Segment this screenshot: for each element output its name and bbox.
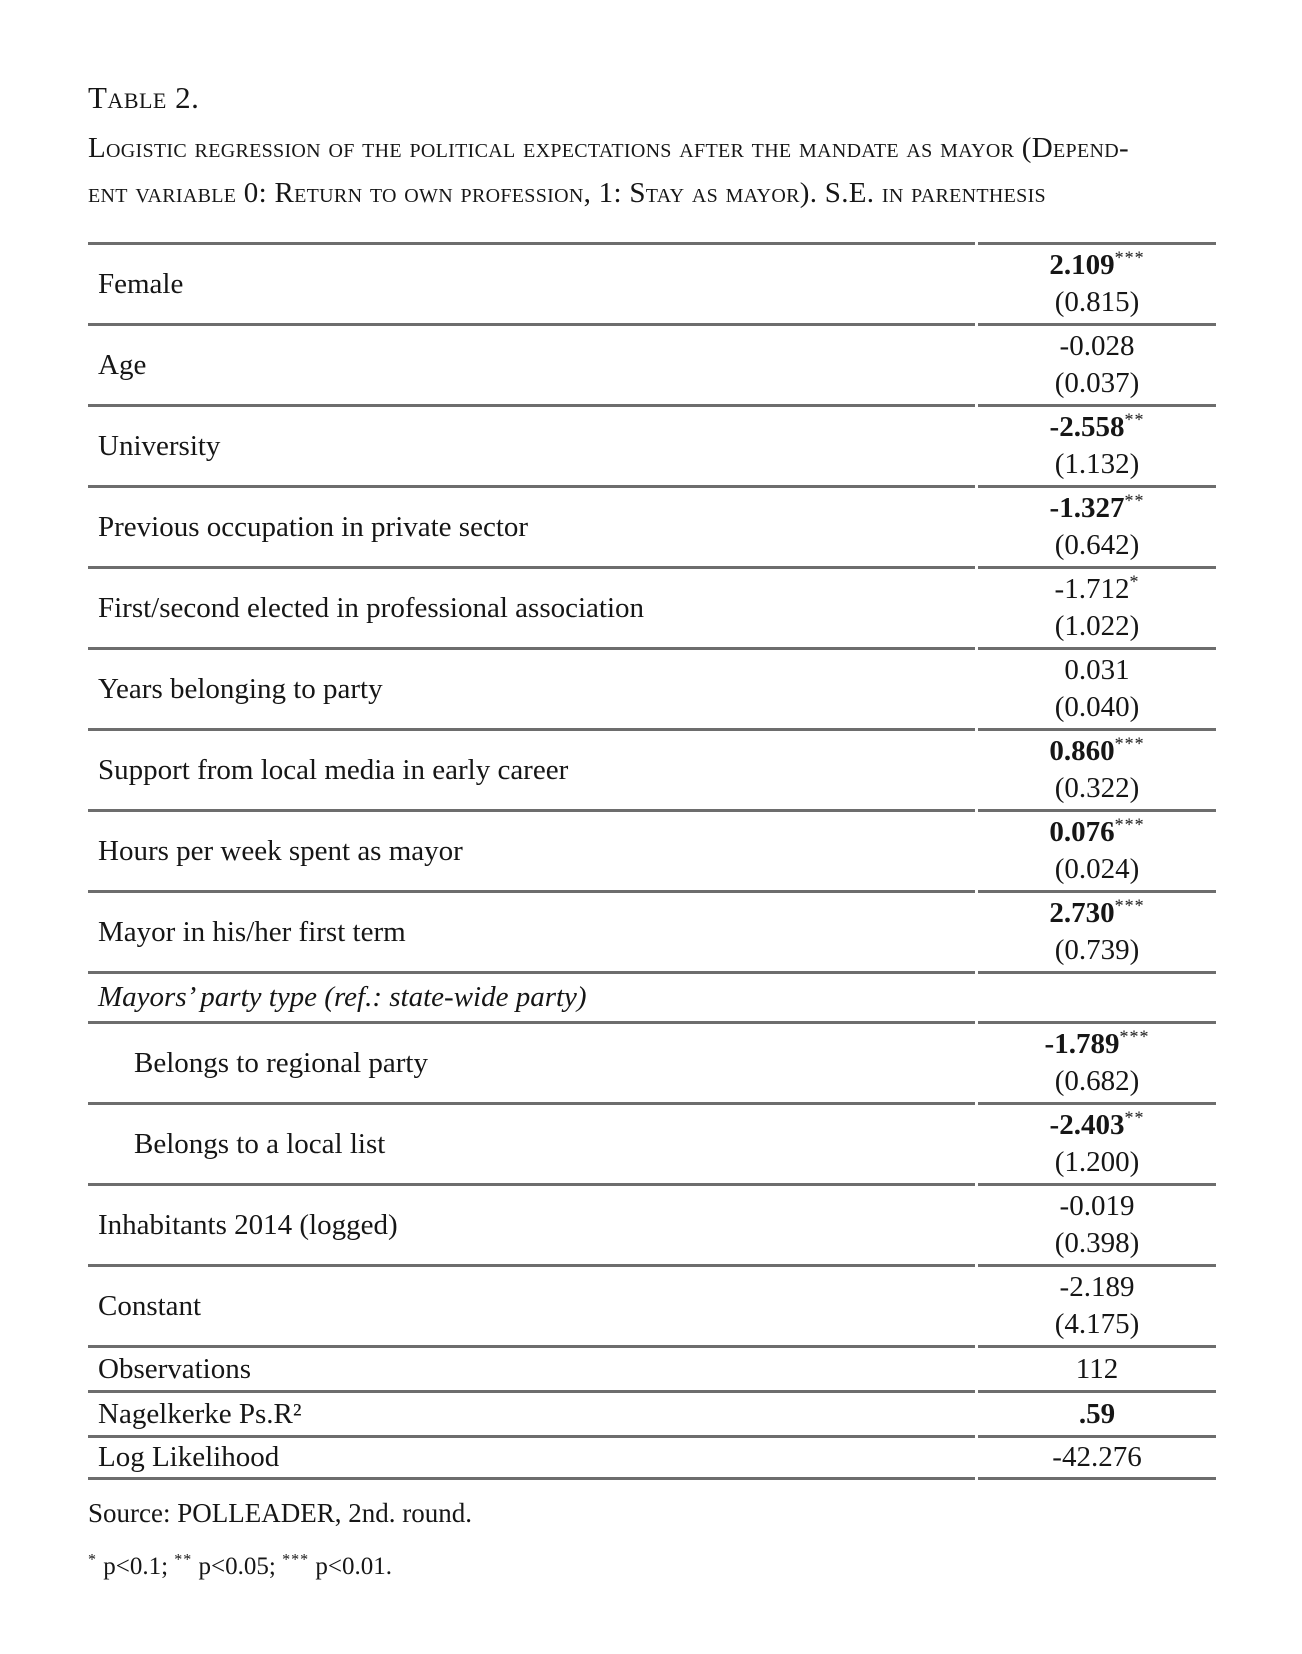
row-label: Female (88, 242, 975, 323)
significance-stars: *** (1114, 733, 1145, 754)
value-cell (978, 1102, 1216, 1183)
stat-value-cell (978, 1345, 1216, 1390)
section-header-row (88, 971, 1216, 1021)
stat-row (88, 1390, 1216, 1435)
row-label: Age (88, 323, 975, 404)
coefficient-value: 0.031 (1064, 654, 1130, 686)
regression-table (88, 242, 1216, 1480)
standard-error: (0.642) (1054, 529, 1140, 561)
significance-stars: *** (1119, 1026, 1150, 1047)
value-cell (978, 242, 1216, 323)
stat-label: Observations (88, 1345, 975, 1390)
coefficient-value: 2.730*** (1049, 895, 1145, 929)
footnote-stars: * (88, 1551, 97, 1569)
coefficient-row (88, 890, 1216, 971)
standard-error: (0.322) (1054, 772, 1140, 804)
coefficient-rows (88, 242, 1216, 1345)
coefficient-row (88, 566, 1216, 647)
row-label: University (88, 404, 975, 485)
value-cell (978, 1183, 1216, 1264)
row-label: Belongs to regional party (88, 1021, 975, 1102)
coefficient-row (88, 1102, 1216, 1183)
footnote-text: p<0.1; (97, 1553, 175, 1580)
stat-value: .59 (1078, 1397, 1116, 1430)
standard-error: (0.682) (1054, 1065, 1140, 1097)
footnote-stars: ** (174, 1551, 193, 1569)
coefficient-value: -2.403** (1049, 1107, 1145, 1141)
coefficient-value: -2.558** (1049, 409, 1145, 443)
value-cell (978, 1021, 1216, 1102)
row-label: Inhabitants 2014 (logged) (88, 1183, 975, 1264)
value-cell (978, 809, 1216, 890)
table-caption-line: Logistic regression of the political expectations after the mandate as mayor (Depend- (88, 132, 1129, 164)
coefficient-value: 2.109*** (1049, 247, 1145, 281)
standard-error: (0.815) (1054, 286, 1140, 318)
table-caption (88, 126, 1216, 216)
row-label: Constant (88, 1264, 975, 1345)
standard-error: (1.022) (1054, 610, 1140, 642)
stat-row (88, 1345, 1216, 1390)
significance-stars: ** (1124, 409, 1145, 430)
source-note: Source: POLLEADER, 2nd. round. (88, 1498, 472, 1528)
coefficient-row (88, 323, 1216, 404)
paper-page (88, 80, 1216, 1581)
value-cell (978, 566, 1216, 647)
table-number-title: Table 2. (88, 80, 200, 115)
row-label: Belongs to a local list (88, 1102, 975, 1183)
value-cell (978, 728, 1216, 809)
significance-stars: ** (1124, 490, 1145, 511)
table-caption-line: ent variable 0: Return to own profession, 1: Stay as mayor). S.E. in parenthesis (88, 177, 1046, 209)
coefficient-row (88, 485, 1216, 566)
coefficient-row (88, 1183, 1216, 1264)
coefficient-value: -1.789*** (1044, 1026, 1150, 1060)
stat-value: 112 (1075, 1352, 1119, 1385)
stat-row (88, 1435, 1216, 1480)
coefficient-row (88, 647, 1216, 728)
significance-stars: * (1129, 571, 1140, 592)
value-cell (978, 404, 1216, 485)
standard-error: (0.739) (1054, 934, 1140, 966)
value-cell (978, 485, 1216, 566)
significance-stars: *** (1114, 247, 1145, 268)
model-statistics-rows (88, 1345, 1216, 1480)
value-cell (978, 1264, 1216, 1345)
row-label: Mayor in his/her first term (88, 890, 975, 971)
stat-label: Nagelkerke Ps.R² (88, 1390, 975, 1435)
section-header-label: Mayors’ party type (ref.: state-wide party) (88, 971, 975, 1021)
significance-stars: ** (1124, 1107, 1145, 1128)
row-label: First/second elected in professional association (88, 566, 975, 647)
standard-error: (1.132) (1054, 448, 1140, 480)
coefficient-value: -2.189 (1059, 1271, 1135, 1303)
value-cell (978, 323, 1216, 404)
significance-stars: *** (1114, 895, 1145, 916)
stat-value-cell (978, 1390, 1216, 1435)
standard-error: (1.200) (1054, 1146, 1140, 1178)
footnote-text: p<0.05; (192, 1553, 283, 1580)
section-header-empty-cell (978, 971, 1216, 1021)
stat-label: Log Likelihood (88, 1435, 975, 1480)
row-label: Previous occupation in private sector (88, 485, 975, 566)
coefficient-row (88, 242, 1216, 323)
coefficient-row (88, 404, 1216, 485)
coefficient-value: 0.860*** (1049, 733, 1145, 767)
standard-error: (4.175) (1054, 1308, 1140, 1340)
row-label: Hours per week spent as mayor (88, 809, 975, 890)
coefficient-value: -1.712* (1054, 571, 1140, 605)
value-cell (978, 890, 1216, 971)
coefficient-row (88, 1021, 1216, 1102)
coefficient-row (88, 809, 1216, 890)
coefficient-row (88, 1264, 1216, 1345)
coefficient-value: -1.327** (1049, 490, 1145, 524)
standard-error: (0.398) (1054, 1227, 1140, 1259)
value-cell (978, 647, 1216, 728)
coefficient-value: -0.028 (1059, 330, 1135, 362)
standard-error: (0.024) (1054, 853, 1140, 885)
significance-note (88, 1553, 1216, 1581)
row-label: Support from local media in early career (88, 728, 975, 809)
footnote-stars: *** (282, 1551, 310, 1569)
stat-value: -42.276 (1052, 1441, 1142, 1473)
row-label: Years belonging to party (88, 647, 975, 728)
coefficient-row (88, 728, 1216, 809)
stat-value-cell (978, 1435, 1216, 1480)
standard-error: (0.037) (1054, 367, 1140, 399)
coefficient-value: -0.019 (1059, 1190, 1135, 1222)
significance-stars: *** (1114, 814, 1145, 835)
standard-error: (0.040) (1054, 691, 1140, 723)
coefficient-value: 0.076*** (1049, 814, 1145, 848)
footnote-text: p<0.01. (309, 1553, 392, 1580)
